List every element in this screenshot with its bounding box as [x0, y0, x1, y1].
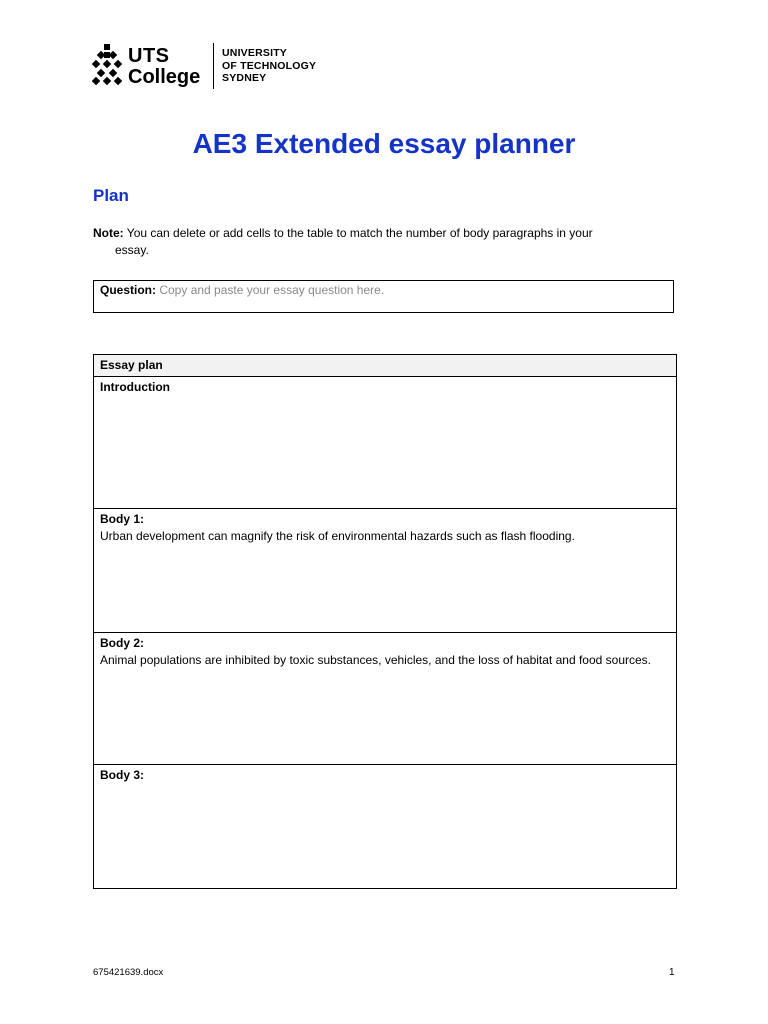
university-line: OF TECHNOLOGY	[222, 59, 317, 72]
note-text-continued: essay.	[115, 243, 149, 257]
row-text: Urban development can magnify the risk of environmental hazards such as flash flooding.	[100, 529, 575, 543]
section-heading-plan: Plan	[93, 186, 129, 205]
note-label: Note:	[93, 226, 124, 240]
instruction-note	[93, 225, 653, 259]
introduction-cell[interactable]	[94, 377, 677, 509]
logo-wordmark	[128, 46, 200, 87]
footer-filename: 675421639.docx	[93, 967, 164, 978]
essay-plan-table	[93, 354, 677, 889]
page-title: AE3 Extended essay planner	[192, 128, 576, 159]
essay-plan-header: Essay plan	[94, 355, 677, 377]
question-label: Question:	[100, 283, 156, 297]
row-label-body-3: Body 3:	[100, 768, 145, 782]
body-1-cell[interactable]	[94, 509, 677, 633]
university-line: UNIVERSITY	[222, 47, 288, 59]
logo-line-college: College	[128, 65, 201, 88]
row-text: Animal populations are inhibited by toxic substances, vehicles, and the loss of habitat and food sources.	[100, 653, 651, 667]
question-field[interactable]	[93, 280, 674, 313]
university-name	[222, 47, 316, 85]
body-3-cell[interactable]	[94, 765, 677, 889]
note-text: You can delete or add cells to the table to match the number of body paragraphs in your	[123, 226, 593, 240]
row-label-body-2: Body 2:	[100, 636, 145, 650]
uts-tree-mark-icon	[92, 43, 122, 89]
row-label-introduction: Introduction	[100, 380, 170, 394]
body-2-cell[interactable]	[94, 633, 677, 765]
logo-line-uts: UTS	[128, 44, 170, 67]
logo-divider	[213, 43, 214, 89]
university-line: SYDNEY	[222, 72, 267, 84]
footer-page-number: 1	[669, 967, 675, 978]
row-label-body-1: Body 1:	[100, 512, 145, 526]
question-placeholder[interactable]: Copy and paste your essay question here.	[159, 283, 385, 297]
uts-college-logo	[92, 43, 317, 89]
